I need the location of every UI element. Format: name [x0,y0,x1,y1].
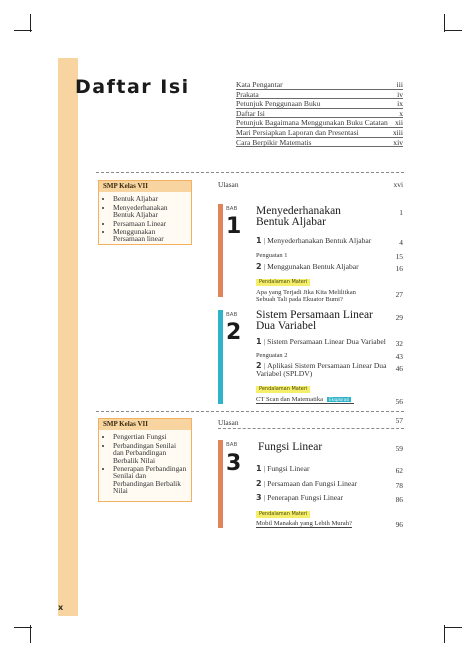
section-title: Penguatan 1 [256,252,288,259]
section-number: 3 [256,493,262,502]
front-matter-label: Mari Persiapkan Laporan dan Presentasi [236,127,359,137]
chapter-page: 29 [395,313,403,322]
chapter-color-bar [218,440,223,528]
section-divider [96,172,404,173]
section-title: Sistem Persamaan Linear Dua Variabel [267,337,386,346]
section-entry[interactable]: 1 | Menyederhanakan Bentuk Aljabar [256,236,372,245]
front-matter-page: iv [397,89,403,99]
ulasan-label[interactable]: Ulasan [218,180,239,189]
chapter-page: 1 [399,208,403,217]
prerequisite-box [98,180,192,245]
section-divider [218,428,404,429]
chapter-title[interactable]: Menyederhanakan Bentuk Aljabar [256,205,341,228]
front-matter-page: ix [397,99,403,109]
section-page: 43 [395,352,403,361]
section-page: 15 [395,252,403,261]
prerequisite-item: • Perbandingan Senilai dan Perbandingan Berbalik Nilai [113,442,187,464]
chapter-number: 2 [226,320,242,345]
feature-title[interactable]: Mobil Manakah yang Lebih Murah? [256,520,352,527]
eksplorasi-tag: Eksplorasi [329,396,350,402]
front-matter-row[interactable] [236,138,403,148]
front-matter-label: Cara Berpikir Matematis [236,137,312,147]
section-number: 1 [256,337,262,346]
front-matter-label: Petunjuk Penggunaan Buku [236,99,321,109]
feature-title[interactable]: Apa yang Terjadi Jika Kita Melilitkan Sebuah Tali pada Ekuator Bumi? [256,289,356,303]
feature-page: 96 [395,520,403,529]
front-matter-list [236,80,403,147]
section-title: Aplikasi Sistem Persamaan Linear Dua Variabel (SPLDV) [256,361,387,378]
section-number: 2 [256,479,262,488]
prerequisite-item: • Penerapan Perbandingan Senilai dan Perbandingan Berbalik Nilai [113,465,187,495]
pendalaman-tag: Pendalaman Materi [256,386,310,393]
chapter-page: 59 [395,444,403,453]
ulasan-page: xvi [393,180,403,189]
chapter-color-bar [218,310,223,404]
front-matter-page: iii [396,80,403,89]
section-entry[interactable]: 2 | Persamaan dan Fungsi Linear [256,479,358,488]
bab-label: BAB [226,206,238,212]
section-title: Persamaan dan Fungsi Linear [267,479,358,488]
section-page: 32 [395,339,403,348]
crop-mark [444,627,462,628]
front-matter-row[interactable] [236,99,403,109]
section-number: 1 [256,464,262,473]
section-page: 78 [395,481,403,490]
front-matter-page: xiv [393,137,403,147]
section-entry[interactable]: 1 | Sistem Persamaan Linear Dua Variabel [256,337,386,346]
crop-mark [444,30,462,31]
section-entry[interactable]: 3 | Penerapan Fungsi Linear [256,493,344,502]
ulasan-label[interactable]: Ulasan [218,418,239,427]
chapter-title[interactable]: Fungsi Linear [258,441,323,453]
section-title: Fungsi Linear [267,464,310,473]
bab-label: BAB [226,442,238,448]
ulasan-page: 57 [395,416,403,425]
section-number: 2 [256,361,262,370]
feature-page: 56 [395,397,403,406]
section-page: 46 [395,364,403,373]
front-matter-row[interactable] [236,128,403,138]
feature-page: 27 [395,290,403,299]
front-matter-label: Prakata [236,89,259,99]
pendalaman-tag: Pendalaman Materi [256,511,310,518]
side-color-band [58,58,78,616]
crop-mark [14,627,32,628]
front-matter-label: Daftar Isi [236,108,265,118]
section-title: Penguatan 2 [256,352,288,359]
chapter-number: 1 [226,214,242,239]
front-matter-row[interactable] [236,90,403,100]
prerequisite-box [98,418,192,502]
section-page: 16 [395,264,403,273]
chapter-title[interactable]: Sistem Persamaan Linear Dua Variabel [256,309,373,332]
front-matter-row[interactable] [236,80,403,90]
front-matter-page: x [399,108,403,118]
prerequisite-item: • Menggunakan Persamaan linear [113,228,187,243]
prerequisite-item: • Menyederhanakan Bentuk Aljabar [113,204,187,219]
section-page: 62 [395,466,403,475]
prerequisite-header: SMP Kelas VII [99,419,191,430]
front-matter-page: xii [394,118,403,128]
page-title: Daftar Isi [75,76,190,98]
section-title: Penerapan Fungsi Linear [267,493,344,502]
penguatan-entry[interactable] [256,352,287,360]
section-entry[interactable]: 1 | Fungsi Linear [256,464,310,473]
section-number: 1 [256,236,262,245]
section-entry[interactable]: 2 | Aplikasi Sistem Persamaan Linear Dua Variabel (SPLDV) [256,361,387,378]
front-matter-label: Kata Pengantar [236,80,283,89]
bab-label: BAB [226,312,238,318]
prerequisite-header: SMP Kelas VII [99,181,191,192]
section-entry[interactable]: 2 | Menggunakan Bentuk Aljabar [256,262,359,271]
section-page: 4 [399,238,403,247]
prerequisite-item: • Bentuk Aljabar [113,195,187,202]
prerequisite-item: • Persamaan Linear [113,220,187,227]
section-title: Menggunakan Bentuk Aljabar [267,262,359,271]
front-matter-row[interactable] [236,118,403,128]
feature-title[interactable] [256,396,354,404]
pendalaman-tag: Pendalaman Materi [256,279,310,286]
front-matter-page: xiii [392,127,403,137]
section-page: 86 [395,495,403,504]
section-number: 2 [256,262,262,271]
front-matter-label: Petunjuk Bagaimana Menggunakan Buku Catatan [236,118,388,128]
section-title: Menyederhanakan Bentuk Aljabar [267,236,372,245]
page-number: x [58,603,64,612]
penguatan-entry[interactable] [256,252,287,260]
feature-title-text: CT Scan dan Matematika [256,396,324,403]
front-matter-row[interactable] [236,109,403,119]
crop-mark [14,30,32,31]
chapter-number: 3 [226,451,242,476]
chapter-color-bar [218,204,223,297]
prerequisite-item: • Pengertian Fungsi [113,433,187,440]
section-divider [96,411,404,412]
